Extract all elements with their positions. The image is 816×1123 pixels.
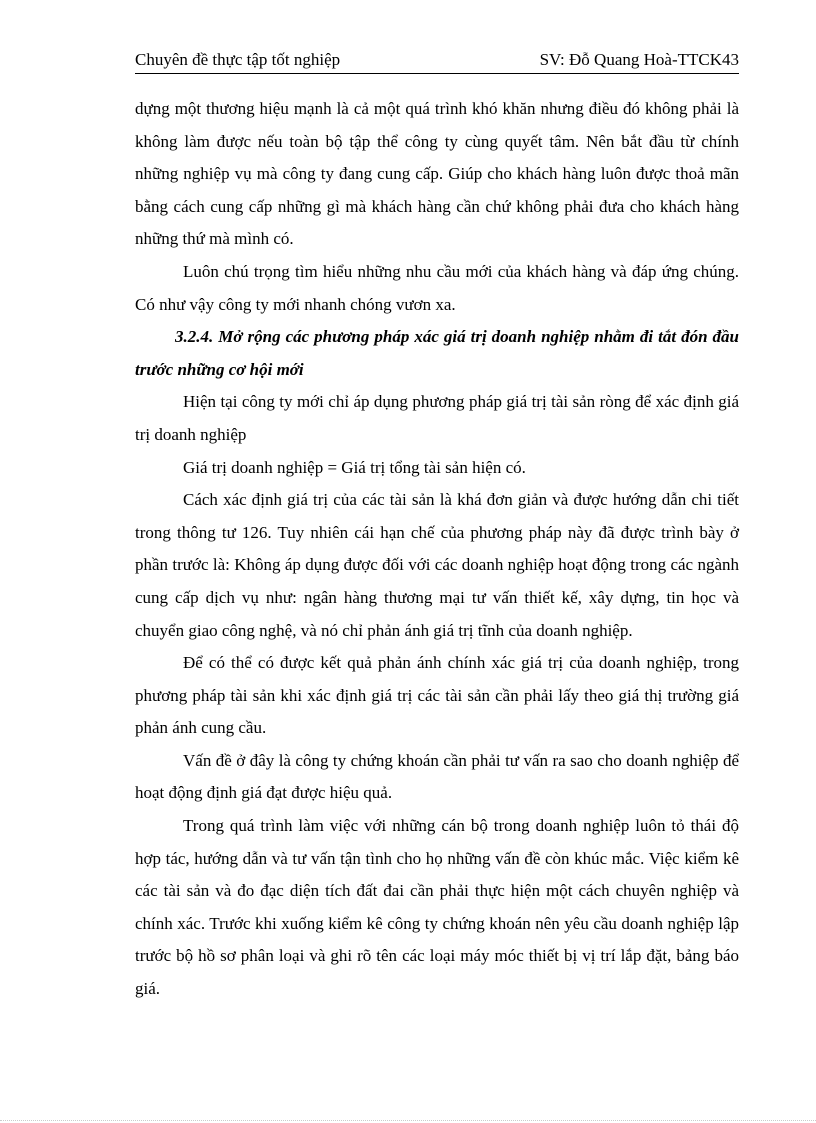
paragraph: Trong quá trình làm việc với những cán bộ trong doanh nghiệp luôn tỏ thái độ hợp tác, hướng dẫn và tư vấn tận tình cho họ những vấn đề còn khúc mắc. Việc kiểm kê các tài sản và đo đạc diện tích đất đai cần phải thực hiện một cách chuyên nghiệp và chính xác. Trước khi xuống kiểm kê công ty chứng khoán nên yêu cầu doanh nghiệp lập trước bộ hồ sơ phân loại và ghi rõ tên các loại máy móc thiết bị vị trí lắp đặt, bảng báo giá. xyxy=(135,816,739,999)
paragraph: Vấn đề ở đây là công ty chứng khoán cần phải tư vấn ra sao cho doanh nghiệp để hoạt động định giá đạt được hiệu quả. xyxy=(135,750,739,803)
page-header xyxy=(135,49,739,74)
page-bottom-divider xyxy=(0,1120,816,1121)
paragraph: Luôn chú trọng tìm hiểu những nhu cầu mới của khách hàng và đáp ứng chúng. Có như vậy công ty mới nhanh chóng vươn xa. xyxy=(135,261,739,314)
paragraph-continued: dựng một thương hiệu mạnh là cả một quá trình khó khăn nhưng điều đó không phải là không làm được nếu toàn bộ tập thể công ty cùng quyết tâm. Nên bắt đầu từ chính những nghiệp vụ mà công ty đang cung cấp. Giúp cho khách hàng luôn được thoả mãn bằng cách cung cấp những gì mà khách hàng cần chứ không phải đưa cho khách hàng những thứ mà mình có. xyxy=(135,99,739,249)
document-body xyxy=(135,93,739,1006)
header-title: Chuyên đề thực tập tốt nghiệp xyxy=(135,50,341,69)
paragraph: Cách xác định giá trị của các tài sản là khá đơn giản và được hướng dẫn chi tiết trong thông tư 126. Tuy nhiên cái hạn chế của phương pháp này đã được trình bày ở phần trước là: Không áp dụng được đối với các doanh nghiệp hoạt động trong các ngành cung cấp dịch vụ như: ngân hàng thương mại tư vấn thiết kế, xây dựng, tin học và chuyển giao công nghệ, và nó chỉ phản ánh giá trị tĩnh của doanh nghiệp. xyxy=(135,490,739,640)
section-heading: 3.2.4. Mở rộng các phương pháp xác giá trị doanh nghiệp nhằm đi tắt đón đầu trước những cơ hội mới xyxy=(135,327,739,379)
paragraph: Để có thể có được kết quả phản ánh chính xác giá trị của doanh nghiệp, trong phương pháp tài sản khi xác định giá trị các tài sản cần phải lấy theo giá thị trường giá phản ánh cung cầu. xyxy=(135,653,739,738)
paragraph: Hiện tại công ty mới chỉ áp dụng phương pháp giá trị tài sản ròng để xác định giá trị doanh nghiệp xyxy=(135,392,739,444)
formula-line: Giá trị doanh nghiệp = Giá trị tổng tài sản hiện có. xyxy=(183,457,526,477)
header-author: SV: Đỗ Quang Hoà-TTCK43 xyxy=(539,50,739,69)
